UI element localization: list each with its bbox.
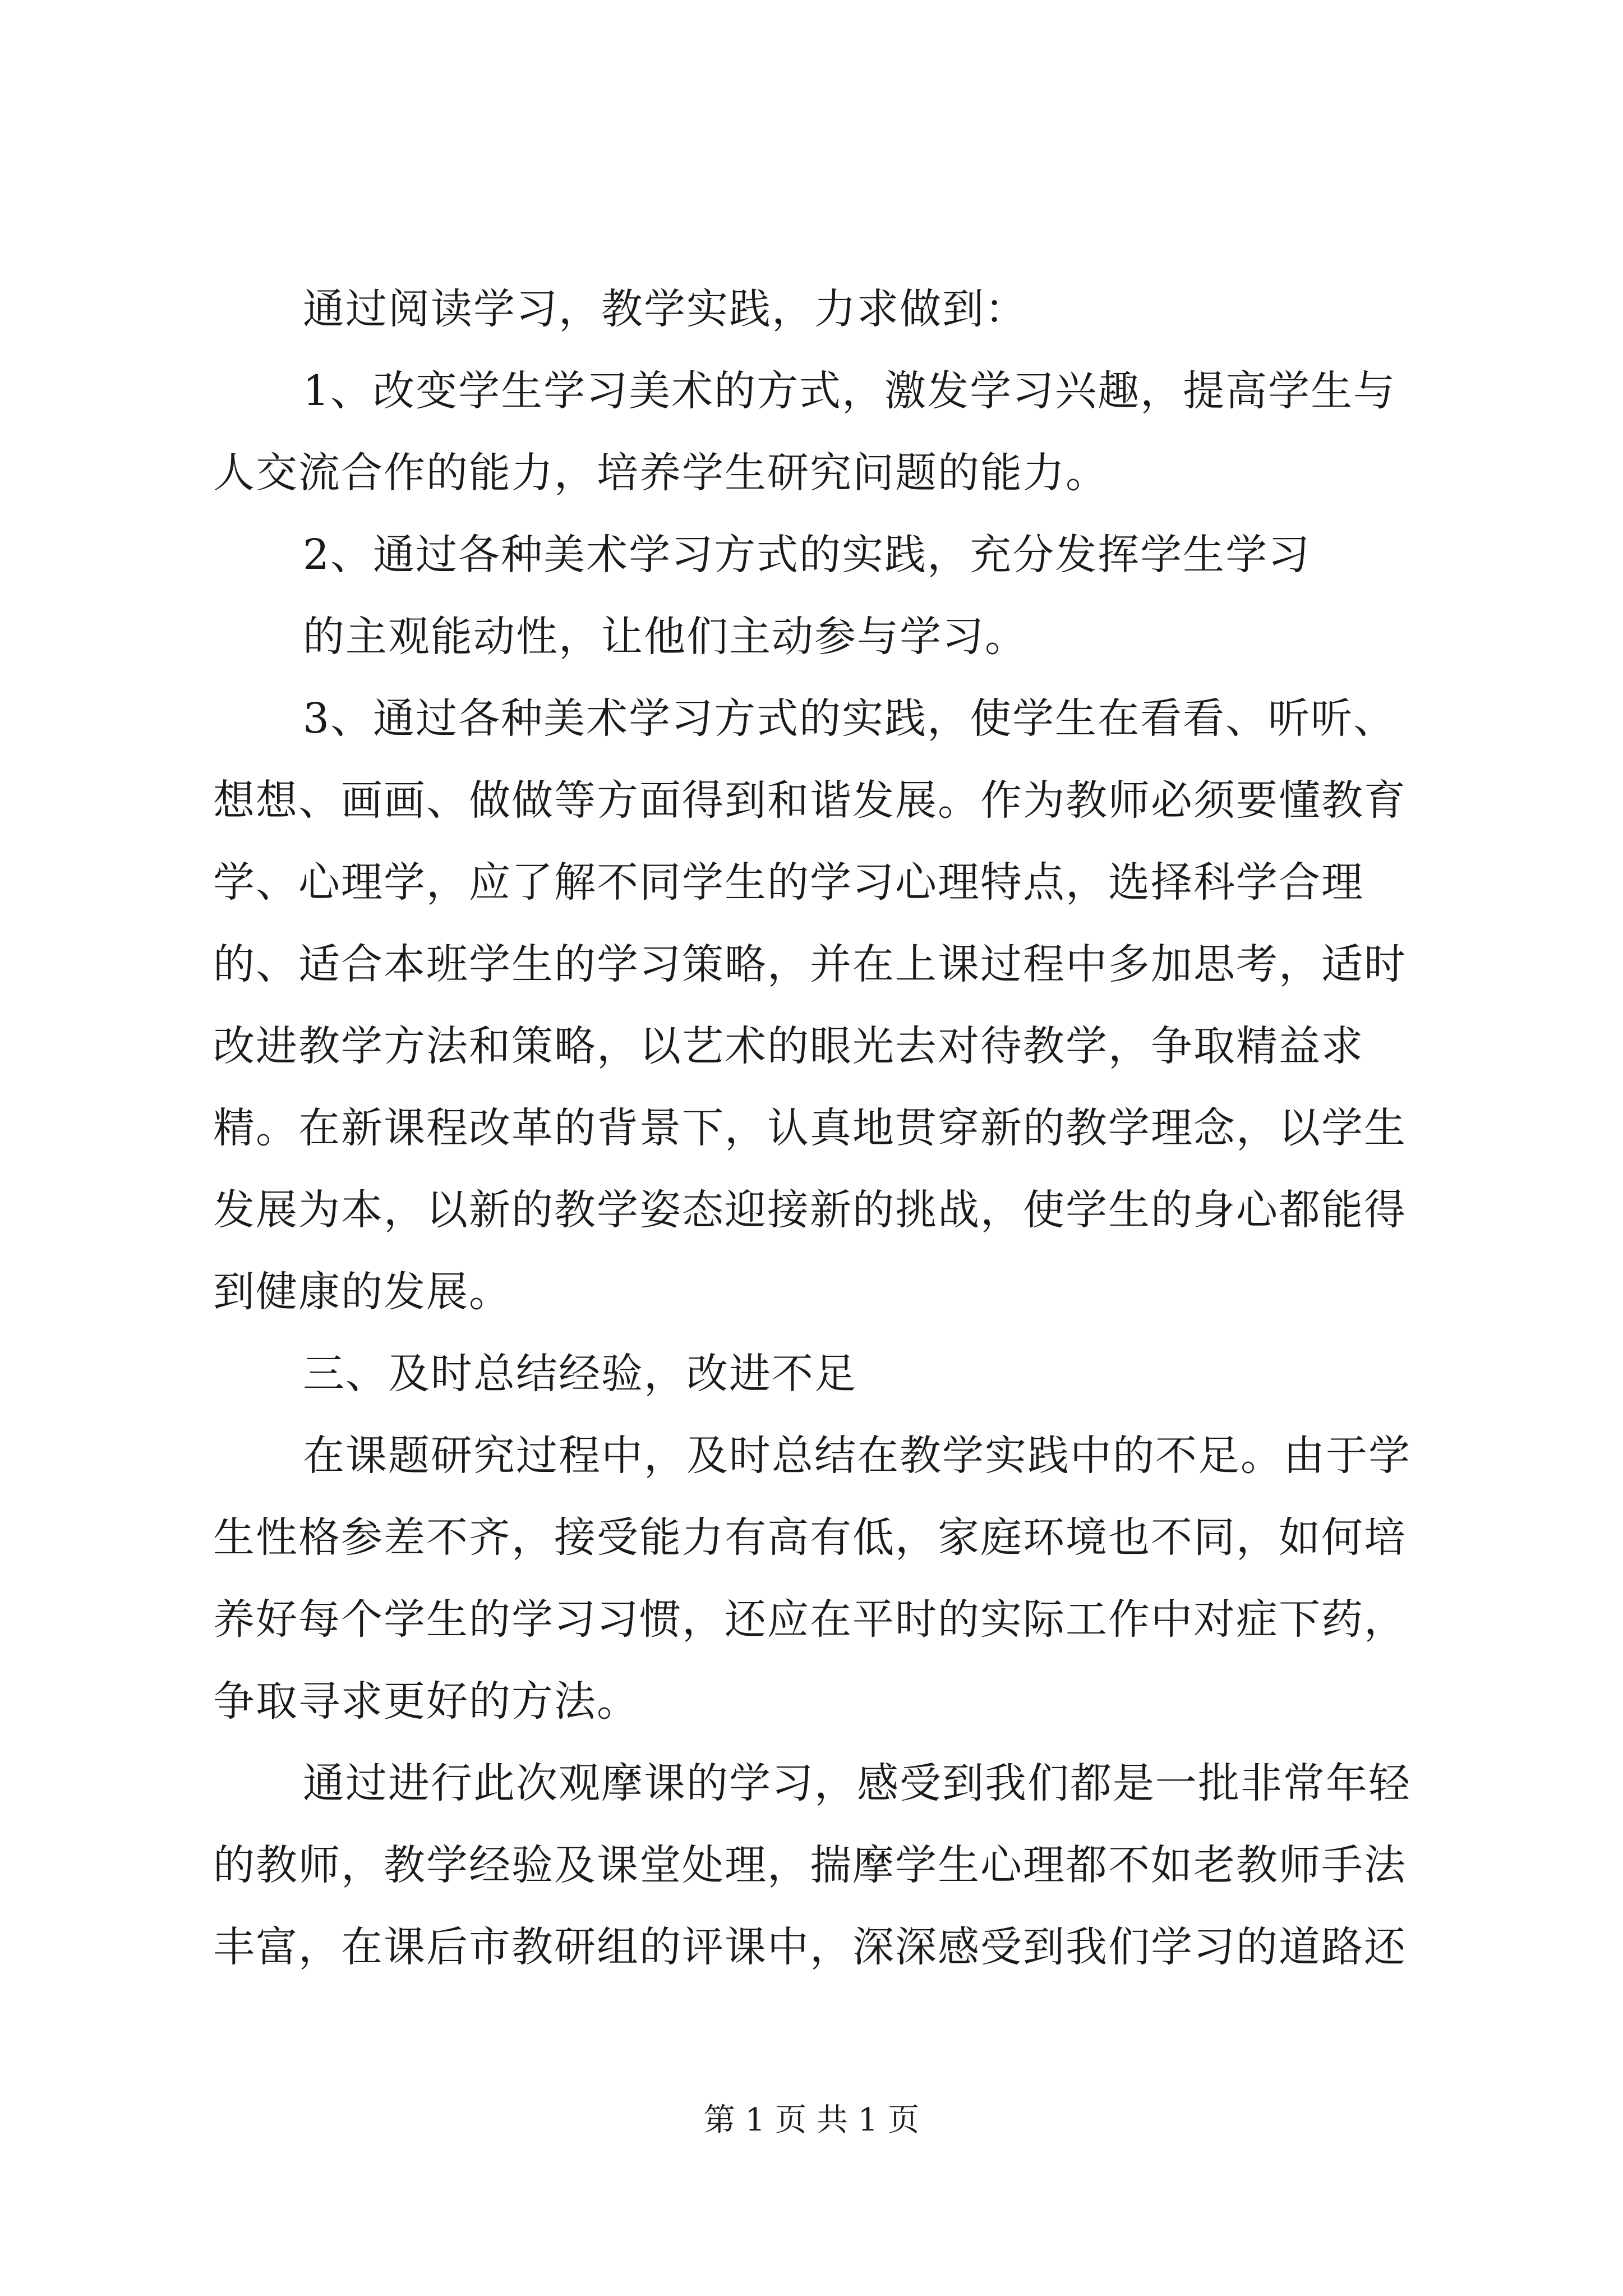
paragraph-item-1: 1、改变学生学习美术的方式，激发学习兴趣，提高学生与人交流合作的能力，培养学生研究问题的能力。 xyxy=(213,367,1396,497)
paragraph-item-2: 2、通过各种美术学习方式的实践，充分发挥学生学习 xyxy=(303,531,1311,579)
document-body xyxy=(213,268,1419,1988)
paragraph-item-2-continued: 的主观能动性，让他们主动参与学习。 xyxy=(303,613,1027,661)
paragraph-summary: 在课题研究过程中，及时总结在教学实践中的不足。由于学生性格参差不齐，接受能力有高有低，家庭环境也不同，如何培养好每个学生的学习习惯，还应在平时的实际工作中对症下药，争取寻求更好的方法。 xyxy=(213,1432,1411,1726)
paragraph-intro: 通过阅读学习，教学实践，力求做到： xyxy=(303,285,1027,333)
page-number-footer: 第 1 页 共 1 页 xyxy=(703,2102,920,2138)
section-heading-3: 三、及时总结经验，改进不足 xyxy=(303,1350,857,1398)
paragraph-reflection: 通过进行此次观摩课的学习，感受到我们都是一批非常年轻的教师，教学经验及课堂处理，揣摩学生心理都不如老教师手法丰富，在课后市教研组的评课中，深深感受到我们学习的道路还 xyxy=(213,1759,1411,1971)
paragraph-item-3: 3、通过各种美术学习方式的实践，使学生在看看、听听、想想、画画、做做等方面得到和谐发展。作为教师必须要懂教育学、心理学，应了解不同学生的学习心理特点，选择科学合理的、适合本班学生的学习策略，并在上课过程中多加思考，适时改进教学方法和策略，以艺术的眼光去对待教学，争取精益求精。在新课程改革的背景下，认真地贯穿新的教学理念，以学生发展为本，以新的教学姿态迎接新的挑战，使学生的身心都能得到健康的发展。 xyxy=(213,694,1407,1316)
